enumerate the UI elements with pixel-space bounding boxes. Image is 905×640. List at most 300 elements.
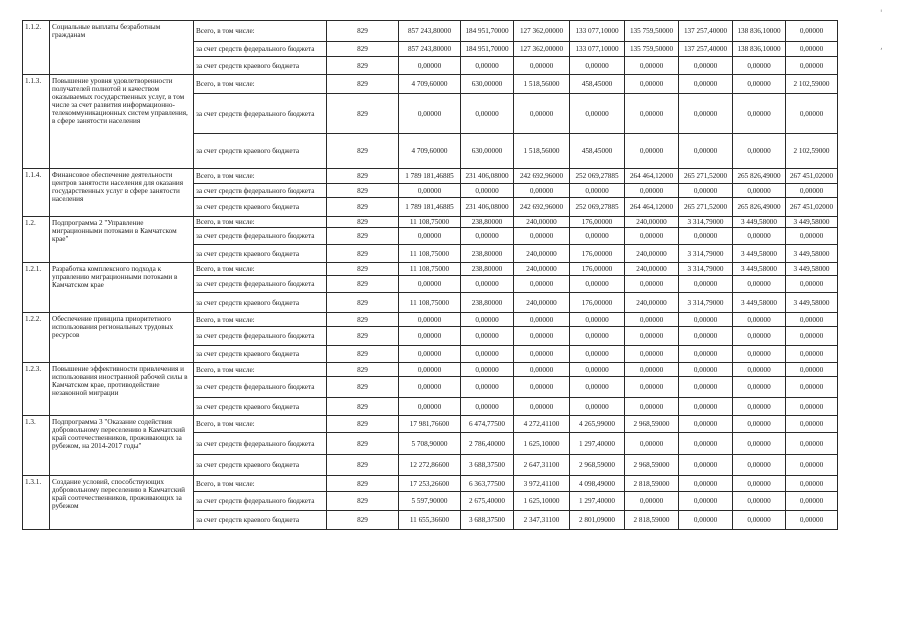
funding-source: Всего, в том числе: (194, 169, 327, 184)
amount-cell: 138 836,10000 (733, 21, 786, 42)
amount-cell: 0,00000 (625, 184, 679, 198)
amount-cell: 2 102,59000 (786, 134, 838, 169)
item-name: Повышение эффективности привлечения и использования иностранной рабочей силы в Камчатском крае, противодействие незаконной миграции (50, 363, 194, 416)
amount-cell: 630,00000 (461, 134, 514, 169)
admin-code: 829 (327, 276, 399, 293)
admin-code: 829 (327, 94, 399, 134)
amount-cell: 267 451,02000 (786, 198, 838, 217)
amount-cell: 0,00000 (570, 313, 625, 327)
amount-cell: 630,00000 (461, 75, 514, 94)
admin-code: 829 (327, 217, 399, 228)
amount-cell: 0,00000 (514, 398, 570, 416)
amount-cell: 11 655,36600 (399, 511, 461, 530)
item-name: Подпрограмма 3 "Оказание содействия добровольному переселению в Камчатский край соотечественников, проживающих за рубежом, на 2014-2017 годы" (50, 416, 194, 476)
table-row (23, 363, 838, 377)
amount-cell: 2 675,40000 (461, 492, 514, 511)
admin-code: 829 (327, 293, 399, 313)
amount-cell: 0,00000 (399, 313, 461, 327)
amount-cell: 0,00000 (733, 346, 786, 363)
funding-source: за счет средств краевого бюджета (194, 346, 327, 363)
amount-cell: 0,00000 (570, 327, 625, 346)
amount-cell: 0,00000 (679, 492, 733, 511)
amount-cell: 265 826,49000 (733, 169, 786, 184)
amount-cell: 0,00000 (786, 57, 838, 75)
amount-cell: 2 801,09000 (570, 511, 625, 530)
admin-code: 829 (327, 75, 399, 94)
amount-cell: 0,00000 (399, 94, 461, 134)
funding-source: Всего, в том числе: (194, 75, 327, 94)
amount-cell: 0,00000 (733, 492, 786, 511)
amount-cell: 0,00000 (625, 228, 679, 245)
amount-cell: 0,00000 (679, 476, 733, 492)
amount-cell: 3 449,58000 (733, 263, 786, 276)
amount-cell: 0,00000 (514, 313, 570, 327)
amount-cell: 0,00000 (514, 327, 570, 346)
amount-cell: 0,00000 (786, 228, 838, 245)
amount-cell: 0,00000 (733, 433, 786, 455)
amount-cell: 1 625,10000 (514, 492, 570, 511)
amount-cell: 0,00000 (733, 363, 786, 377)
amount-cell: 240,00000 (625, 217, 679, 228)
amount-cell: 0,00000 (733, 228, 786, 245)
amount-cell: 0,00000 (733, 134, 786, 169)
amount-cell: 0,00000 (399, 327, 461, 346)
amount-cell: 11 108,75000 (399, 245, 461, 263)
budget-table-body (23, 21, 838, 530)
amount-cell: 184 951,70000 (461, 21, 514, 42)
amount-cell: 4 098,49000 (570, 476, 625, 492)
amount-cell: 2 647,31100 (514, 455, 570, 476)
admin-code: 829 (327, 476, 399, 492)
amount-cell: 0,00000 (786, 184, 838, 198)
amount-cell: 1 625,10000 (514, 433, 570, 455)
amount-cell: 2 347,31100 (514, 511, 570, 530)
amount-cell: 0,00000 (570, 57, 625, 75)
amount-cell: 0,00000 (625, 327, 679, 346)
amount-cell: 0,00000 (570, 377, 625, 398)
amount-cell: 0,00000 (733, 398, 786, 416)
amount-cell: 0,00000 (625, 398, 679, 416)
amount-cell: 3 314,79000 (679, 217, 733, 228)
item-code: 1.2. (23, 217, 50, 263)
amount-cell: 0,00000 (399, 398, 461, 416)
amount-cell: 0,00000 (461, 377, 514, 398)
amount-cell: 135 759,50000 (625, 42, 679, 57)
amount-cell: 242 692,96000 (514, 169, 570, 184)
amount-cell: 0,00000 (679, 94, 733, 134)
item-code: 1.1.2. (23, 21, 50, 75)
amount-cell: 0,00000 (461, 346, 514, 363)
amount-cell: 231 406,08000 (461, 198, 514, 217)
table-row (23, 21, 838, 42)
funding-source: за счет средств федерального бюджета (194, 492, 327, 511)
item-code: 1.3. (23, 416, 50, 476)
amount-cell: 0,00000 (786, 433, 838, 455)
funding-source: Всего, в том числе: (194, 363, 327, 377)
amount-cell: 240,00000 (514, 263, 570, 276)
amount-cell: 0,00000 (733, 94, 786, 134)
amount-cell: 1 789 181,46885 (399, 169, 461, 184)
amount-cell: 17 253,26600 (399, 476, 461, 492)
amount-cell: 0,00000 (679, 377, 733, 398)
amount-cell: 240,00000 (625, 293, 679, 313)
amount-cell: 240,00000 (514, 293, 570, 313)
admin-code: 829 (327, 327, 399, 346)
amount-cell: 238,80000 (461, 293, 514, 313)
amount-cell: 0,00000 (733, 184, 786, 198)
amount-cell: 0,00000 (679, 455, 733, 476)
amount-cell: 3 449,58000 (786, 217, 838, 228)
amount-cell: 0,00000 (786, 346, 838, 363)
amount-cell: 0,00000 (461, 276, 514, 293)
amount-cell: 0,00000 (461, 94, 514, 134)
amount-cell: 127 362,00000 (514, 21, 570, 42)
funding-source: Всего, в том числе: (194, 416, 327, 433)
funding-source: за счет средств федерального бюджета (194, 276, 327, 293)
amount-cell: 265 271,52000 (679, 198, 733, 217)
amount-cell: 0,00000 (625, 433, 679, 455)
amount-cell: 0,00000 (570, 363, 625, 377)
amount-cell: 0,00000 (570, 94, 625, 134)
amount-cell: 176,00000 (570, 245, 625, 263)
amount-cell: 0,00000 (733, 313, 786, 327)
amount-cell: 3 449,58000 (733, 245, 786, 263)
item-code: 1.1.3. (23, 75, 50, 169)
amount-cell: 0,00000 (625, 377, 679, 398)
admin-code: 829 (327, 228, 399, 245)
amount-cell: 127 362,00000 (514, 42, 570, 57)
amount-cell: 0,00000 (733, 455, 786, 476)
amount-cell: 2 968,59000 (625, 455, 679, 476)
admin-code: 829 (327, 21, 399, 42)
admin-code: 829 (327, 433, 399, 455)
amount-cell: 2 102,59000 (786, 75, 838, 94)
funding-source: за счет средств федерального бюджета (194, 228, 327, 245)
amount-cell: 3 314,79000 (679, 245, 733, 263)
amount-cell: 5 708,90000 (399, 433, 461, 455)
amount-cell: 0,00000 (625, 276, 679, 293)
amount-cell: 0,00000 (733, 327, 786, 346)
admin-code: 829 (327, 363, 399, 377)
amount-cell: 231 406,08000 (461, 169, 514, 184)
amount-cell: 0,00000 (625, 57, 679, 75)
amount-cell: 1 297,40000 (570, 492, 625, 511)
amount-cell: 0,00000 (399, 184, 461, 198)
amount-cell: 0,00000 (625, 75, 679, 94)
funding-source: за счет средств краевого бюджета (194, 198, 327, 217)
funding-source: за счет средств федерального бюджета (194, 433, 327, 455)
amount-cell: 0,00000 (514, 363, 570, 377)
amount-cell: 0,00000 (679, 416, 733, 433)
amount-cell: 0,00000 (514, 184, 570, 198)
amount-cell: 0,00000 (679, 511, 733, 530)
amount-cell: 0,00000 (786, 276, 838, 293)
amount-cell: 0,00000 (733, 57, 786, 75)
amount-cell: 0,00000 (399, 57, 461, 75)
admin-code: 829 (327, 134, 399, 169)
admin-code: 829 (327, 377, 399, 398)
amount-cell: 0,00000 (679, 433, 733, 455)
admin-code: 829 (327, 492, 399, 511)
item-name: Разработка комплексного подхода к управлению миграционными потоками в Камчатском крае (50, 263, 194, 313)
amount-cell: 252 069,27885 (570, 198, 625, 217)
scan-speck: ' (880, 9, 883, 19)
admin-code: 829 (327, 169, 399, 184)
amount-cell: 0,00000 (461, 184, 514, 198)
amount-cell: 0,00000 (514, 228, 570, 245)
amount-cell: 0,00000 (786, 313, 838, 327)
amount-cell: 0,00000 (514, 57, 570, 75)
amount-cell: 0,00000 (461, 57, 514, 75)
amount-cell: 240,00000 (514, 217, 570, 228)
amount-cell: 0,00000 (679, 228, 733, 245)
amount-cell: 238,80000 (461, 245, 514, 263)
admin-code: 829 (327, 245, 399, 263)
item-name: Социальные выплаты безработным гражданам (50, 21, 194, 75)
amount-cell: 0,00000 (733, 377, 786, 398)
funding-source: за счет средств краевого бюджета (194, 57, 327, 75)
amount-cell: 135 759,50000 (625, 21, 679, 42)
table-row (23, 263, 838, 276)
funding-source: за счет средств федерального бюджета (194, 377, 327, 398)
admin-code: 829 (327, 416, 399, 433)
amount-cell: 0,00000 (570, 398, 625, 416)
funding-source: за счет средств краевого бюджета (194, 455, 327, 476)
admin-code: 829 (327, 511, 399, 530)
amount-cell: 0,00000 (786, 42, 838, 57)
scan-speck: , (880, 42, 883, 52)
amount-cell: 0,00000 (733, 476, 786, 492)
funding-source: Всего, в том числе: (194, 217, 327, 228)
amount-cell: 2 968,59000 (570, 455, 625, 476)
amount-cell: 0,00000 (399, 363, 461, 377)
amount-cell: 0,00000 (399, 346, 461, 363)
item-code: 1.2.1. (23, 263, 50, 313)
amount-cell: 267 451,02000 (786, 169, 838, 184)
admin-code: 829 (327, 346, 399, 363)
amount-cell: 252 069,27885 (570, 169, 625, 184)
amount-cell: 0,00000 (679, 327, 733, 346)
amount-cell: 264 464,12000 (625, 169, 679, 184)
amount-cell: 238,80000 (461, 263, 514, 276)
amount-cell: 3 972,41100 (514, 476, 570, 492)
amount-cell: 0,00000 (679, 313, 733, 327)
amount-cell: 137 257,40000 (679, 21, 733, 42)
amount-cell: 4 272,41100 (514, 416, 570, 433)
amount-cell: 2 818,59000 (625, 511, 679, 530)
funding-source: Всего, в том числе: (194, 313, 327, 327)
item-code: 1.1.4. (23, 169, 50, 217)
amount-cell: 238,80000 (461, 217, 514, 228)
amount-cell: 0,00000 (679, 363, 733, 377)
amount-cell: 0,00000 (514, 276, 570, 293)
amount-cell: 0,00000 (514, 94, 570, 134)
amount-cell: 0,00000 (625, 363, 679, 377)
amount-cell: 3 314,79000 (679, 293, 733, 313)
item-code: 1.2.2. (23, 313, 50, 363)
admin-code: 829 (327, 263, 399, 276)
funding-source: Всего, в том числе: (194, 476, 327, 492)
amount-cell: 0,00000 (570, 228, 625, 245)
amount-cell: 2 968,59000 (625, 416, 679, 433)
amount-cell: 11 108,75000 (399, 217, 461, 228)
amount-cell: 1 518,56000 (514, 134, 570, 169)
amount-cell: 0,00000 (733, 511, 786, 530)
amount-cell: 242 692,96000 (514, 198, 570, 217)
amount-cell: 0,00000 (570, 276, 625, 293)
amount-cell: 184 951,70000 (461, 42, 514, 57)
amount-cell: 0,00000 (679, 75, 733, 94)
funding-source: за счет средств краевого бюджета (194, 245, 327, 263)
amount-cell: 0,00000 (786, 94, 838, 134)
item-code: 1.2.3. (23, 363, 50, 416)
amount-cell: 0,00000 (786, 377, 838, 398)
amount-cell: 0,00000 (786, 21, 838, 42)
amount-cell: 0,00000 (786, 327, 838, 346)
amount-cell: 137 257,40000 (679, 42, 733, 57)
funding-source: за счет средств краевого бюджета (194, 134, 327, 169)
amount-cell: 0,00000 (625, 492, 679, 511)
amount-cell: 0,00000 (679, 276, 733, 293)
amount-cell: 0,00000 (786, 476, 838, 492)
item-name: Финансовое обеспечение деятельности центров занятости населения для оказания государственных услуг в сфере занятости населения (50, 169, 194, 217)
amount-cell: 240,00000 (625, 245, 679, 263)
amount-cell: 0,00000 (733, 416, 786, 433)
amount-cell: 0,00000 (461, 313, 514, 327)
amount-cell: 0,00000 (399, 377, 461, 398)
item-name: Обеспечение принципа приоритетного использования региональных трудовых ресурсов (50, 313, 194, 363)
amount-cell: 0,00000 (399, 228, 461, 245)
amount-cell: 3 449,58000 (733, 217, 786, 228)
amount-cell: 11 108,75000 (399, 263, 461, 276)
amount-cell: 0,00000 (786, 398, 838, 416)
amount-cell: 11 108,75000 (399, 293, 461, 313)
item-code: 1.3.1. (23, 476, 50, 530)
funding-source: за счет средств федерального бюджета (194, 184, 327, 198)
amount-cell: 0,00000 (679, 398, 733, 416)
amount-cell: 4 265,99000 (570, 416, 625, 433)
table-row (23, 416, 838, 433)
amount-cell: 3 314,79000 (679, 263, 733, 276)
funding-source: Всего, в том числе: (194, 21, 327, 42)
amount-cell: 0,00000 (679, 184, 733, 198)
amount-cell: 3 449,58000 (786, 263, 838, 276)
amount-cell: 0,00000 (625, 313, 679, 327)
amount-cell: 4 709,60000 (399, 134, 461, 169)
amount-cell: 0,00000 (625, 134, 679, 169)
amount-cell: 857 243,80000 (399, 21, 461, 42)
amount-cell: 12 272,86600 (399, 455, 461, 476)
amount-cell: 0,00000 (461, 363, 514, 377)
amount-cell: 3 688,37500 (461, 455, 514, 476)
amount-cell: 0,00000 (786, 416, 838, 433)
amount-cell: 0,00000 (514, 346, 570, 363)
amount-cell: 176,00000 (570, 263, 625, 276)
funding-source: за счет средств федерального бюджета (194, 94, 327, 134)
admin-code: 829 (327, 455, 399, 476)
item-name: Повышение уровня удовлетворенности получателей полнотой и качеством оказываемых государственных услуг, в том числе за счет развития информационно-телекоммуникационных систем управления, в сфере занятости населения (50, 75, 194, 169)
amount-cell: 0,00000 (461, 398, 514, 416)
amount-cell: 0,00000 (679, 57, 733, 75)
amount-cell: 240,00000 (514, 245, 570, 263)
amount-cell: 0,00000 (733, 75, 786, 94)
amount-cell: 176,00000 (570, 293, 625, 313)
amount-cell: 133 077,10000 (570, 42, 625, 57)
amount-cell: 138 836,10000 (733, 42, 786, 57)
table-row (23, 217, 838, 228)
amount-cell: 176,00000 (570, 217, 625, 228)
amount-cell: 0,00000 (625, 94, 679, 134)
amount-cell: 458,45000 (570, 75, 625, 94)
admin-code: 829 (327, 184, 399, 198)
amount-cell: 0,00000 (786, 455, 838, 476)
amount-cell: 2 818,59000 (625, 476, 679, 492)
amount-cell: 0,00000 (570, 346, 625, 363)
amount-cell: 3 449,58000 (786, 293, 838, 313)
amount-cell: 0,00000 (786, 492, 838, 511)
amount-cell: 265 271,52000 (679, 169, 733, 184)
admin-code: 829 (327, 57, 399, 75)
amount-cell: 265 826,49000 (733, 198, 786, 217)
admin-code: 829 (327, 313, 399, 327)
item-name: Создание условий, способствующих добровольному переселению в Камчатский край соотечественников, проживающих за рубежом (50, 476, 194, 530)
amount-cell: 6 363,77500 (461, 476, 514, 492)
amount-cell: 0,00000 (679, 346, 733, 363)
amount-cell: 0,00000 (625, 346, 679, 363)
amount-cell: 458,45000 (570, 134, 625, 169)
amount-cell: 0,00000 (570, 184, 625, 198)
amount-cell: 4 709,60000 (399, 75, 461, 94)
table-row (23, 75, 838, 94)
funding-source: за счет средств краевого бюджета (194, 398, 327, 416)
amount-cell: 6 474,77500 (461, 416, 514, 433)
amount-cell: 3 449,58000 (786, 245, 838, 263)
amount-cell: 1 297,40000 (570, 433, 625, 455)
admin-code: 829 (327, 198, 399, 217)
admin-code: 829 (327, 42, 399, 57)
amount-cell: 0,00000 (786, 511, 838, 530)
amount-cell: 3 688,37500 (461, 511, 514, 530)
amount-cell: 5 597,90000 (399, 492, 461, 511)
funding-source: за счет средств федерального бюджета (194, 327, 327, 346)
amount-cell: 133 077,10000 (570, 21, 625, 42)
amount-cell: 240,00000 (625, 263, 679, 276)
table-row (23, 169, 838, 184)
funding-source: за счет средств федерального бюджета (194, 42, 327, 57)
amount-cell: 857 243,80000 (399, 42, 461, 57)
amount-cell: 1 789 181,46885 (399, 198, 461, 217)
amount-cell: 0,00000 (461, 228, 514, 245)
table-row (23, 476, 838, 492)
item-name: Подпрограмма 2 "Управление миграционными потоками в Камчатском крае" (50, 217, 194, 263)
budget-table (22, 20, 838, 530)
funding-source: Всего, в том числе: (194, 263, 327, 276)
amount-cell: 0,00000 (399, 276, 461, 293)
amount-cell: 264 464,12000 (625, 198, 679, 217)
amount-cell: 0,00000 (461, 327, 514, 346)
admin-code: 829 (327, 398, 399, 416)
amount-cell: 17 981,76600 (399, 416, 461, 433)
amount-cell: 2 786,40000 (461, 433, 514, 455)
amount-cell: 1 518,56000 (514, 75, 570, 94)
funding-source: за счет средств краевого бюджета (194, 511, 327, 530)
table-row (23, 313, 838, 327)
amount-cell: 0,00000 (733, 276, 786, 293)
amount-cell: 0,00000 (786, 363, 838, 377)
amount-cell: 3 449,58000 (733, 293, 786, 313)
funding-source: за счет средств краевого бюджета (194, 293, 327, 313)
amount-cell: 0,00000 (514, 377, 570, 398)
